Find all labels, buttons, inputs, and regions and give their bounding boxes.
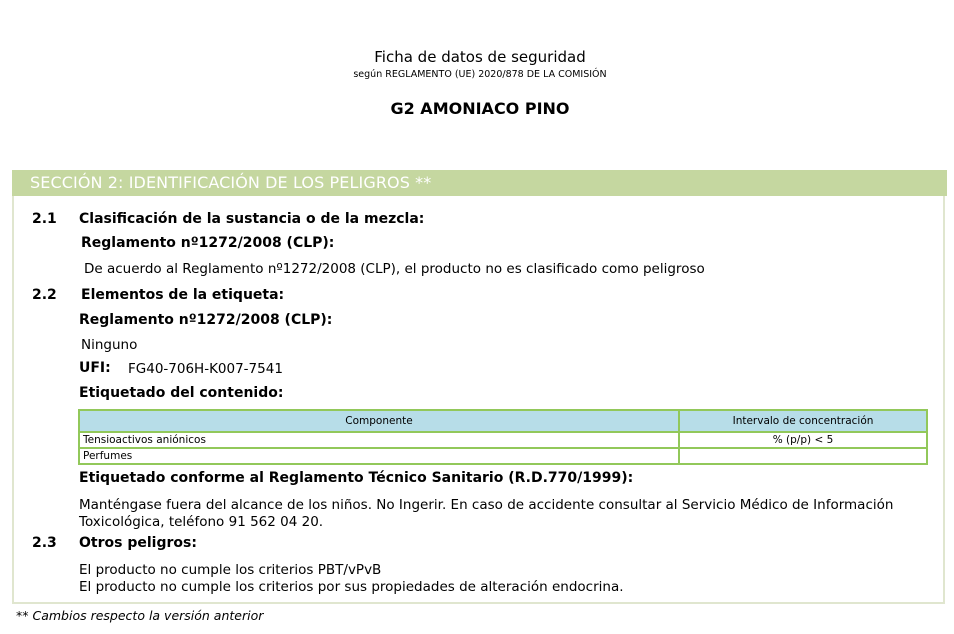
regulation-heading: Reglamento nº1272/2008 (CLP): (81, 235, 335, 251)
regulation-heading: Reglamento nº1272/2008 (CLP): (79, 312, 333, 328)
concentration-cell (679, 448, 927, 464)
subsection-number-2-2: 2.2 (32, 287, 57, 303)
concentration-cell: % (p/p) < 5 (679, 432, 927, 448)
subsection-heading-2-1: Clasificación de la sustancia o de la mezcla: (79, 211, 425, 227)
section-header: SECCIÓN 2: IDENTIFICACIÓN DE LOS PELIGROS ** (12, 170, 947, 196)
product-name: G2 AMONIACO PINO (390, 99, 570, 118)
classification-text: De acuerdo al Reglamento nº1272/2008 (CLP), el producto no es clasificado como peligroso (84, 261, 705, 277)
components-table (78, 409, 928, 465)
changes-footnote: ** Cambios respecto la versión anterior (16, 608, 264, 623)
content-labelling-heading: Etiquetado del contenido: (79, 385, 284, 401)
rts-heading: Etiquetado conforme al Reglamento Técnico Sanitario (R.D.770/1999): (79, 470, 634, 486)
column-header-component: Componente (79, 410, 679, 432)
component-cell: Perfumes (79, 448, 679, 464)
table-row (79, 432, 927, 448)
column-header-concentration: Intervalo de concentración (679, 410, 927, 432)
other-hazards-line-1: El producto no cumple los criterios PBT/vPvB (79, 562, 382, 578)
rts-text-line-2: Toxicológica, teléfono 91 562 04 20. (79, 514, 324, 530)
subsection-heading-2-3: Otros peligros: (79, 535, 197, 551)
other-hazards-line-2: El producto no cumple los criterios por sus propiedades de alteración endocrina. (79, 579, 624, 595)
table-header-row (79, 410, 927, 432)
regulation-subtitle: según REGLAMENTO (UE) 2020/878 DE LA COMISIÓN (353, 69, 607, 80)
document-title: Ficha de datos de seguridad (374, 48, 586, 66)
rts-text-line-1: Manténgase fuera del alcance de los niños. No Ingerir. En caso de accidente consultar al Servicio Médico de Información (79, 497, 894, 513)
table-row (79, 448, 927, 464)
ufi-value: FG40-706H-K007-7541 (128, 361, 283, 377)
subsection-number-2-3: 2.3 (32, 535, 57, 551)
subsection-number-2-1: 2.1 (32, 211, 57, 227)
component-cell: Tensioactivos aniónicos (79, 432, 679, 448)
label-elements-text: Ninguno (81, 337, 138, 353)
subsection-heading-2-2: Elementos de la etiqueta: (81, 287, 285, 303)
ufi-label: UFI: (79, 360, 111, 376)
